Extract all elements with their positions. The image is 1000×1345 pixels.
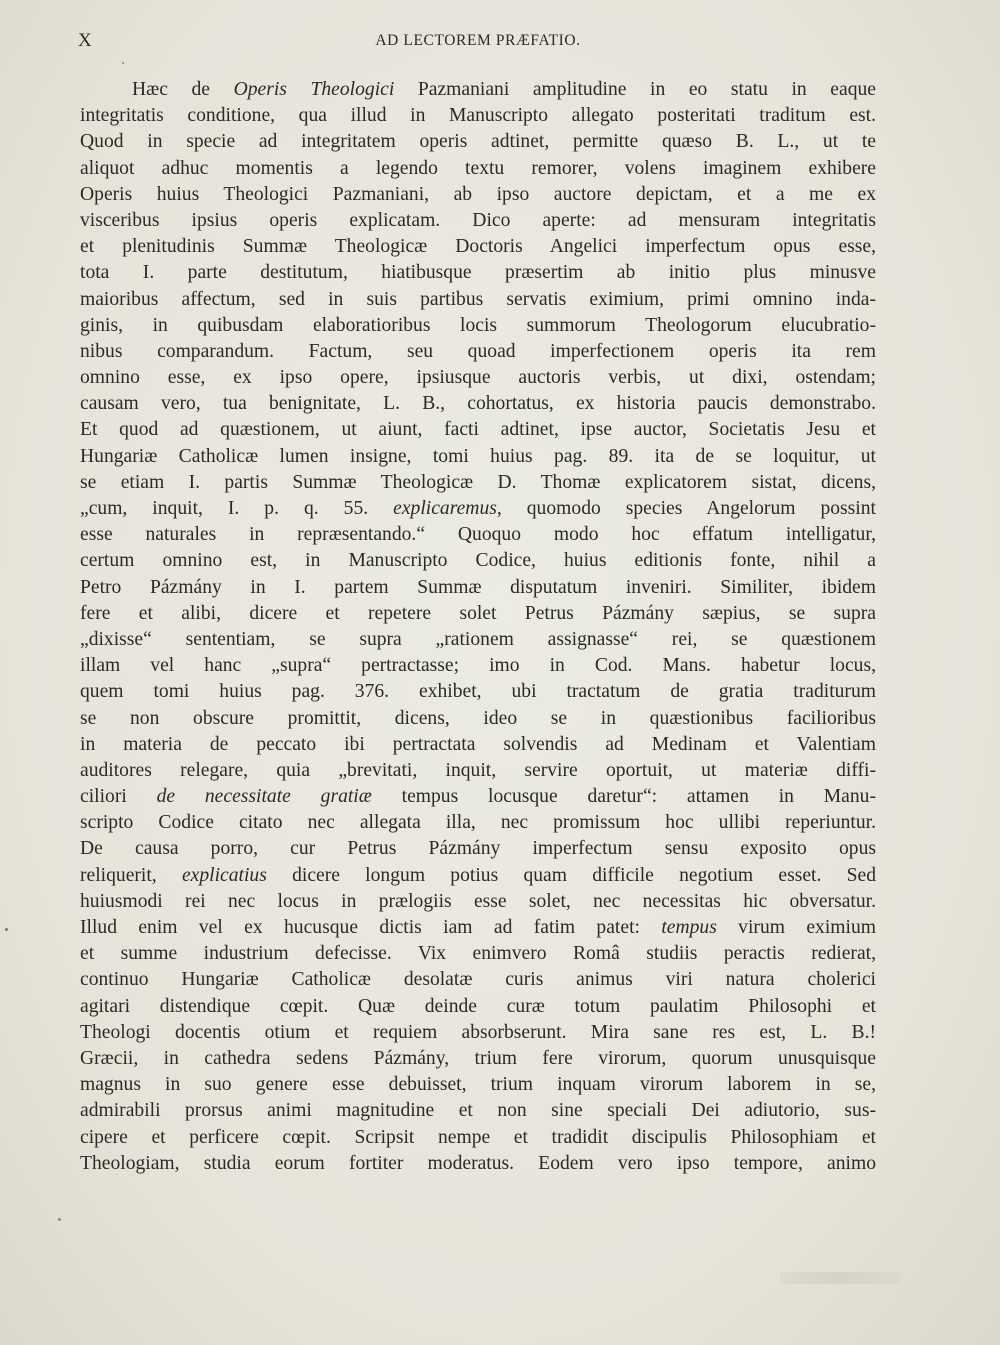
text-run: dicere longum potius quam difficile negotium esset. Sed <box>266 864 876 886</box>
text-run: scripto Codice citato nec allegata illa, nec promissum hoc ullibi reperiuntur. <box>80 812 876 834</box>
paper-speck <box>122 62 124 64</box>
text-run: Illud enim vel ex hucusque dictis iam ad fatim patet: <box>80 917 662 938</box>
text-run: et summe industrium defecisse. Vix enimvero Româ studiis peractis redierat, <box>80 943 876 965</box>
text-line <box>80 601 876 627</box>
text-run: visceribus ipsius operis explicatam. Dico aperte: ad mensuram integritatis <box>80 209 876 231</box>
text-line <box>80 889 876 915</box>
text-line <box>80 417 876 443</box>
text-line <box>80 575 876 601</box>
text-run: causam vero, tua benignitate, L. B., cohortatus, ex historia paucis demonstrabo. <box>80 393 876 415</box>
text-line <box>80 1072 876 1098</box>
italic-text: explicaremus, <box>393 498 502 519</box>
header-title: AD LECTOREM PRÆFATIO. <box>375 32 581 49</box>
text-line <box>80 627 876 653</box>
text-run: quomodo species Angelorum possint <box>501 498 876 519</box>
text-run: Hæc de <box>132 79 234 100</box>
text-line <box>80 967 876 993</box>
text-run: nibus comparandum. Factum, seu quoad imperfectionem operis ita rem <box>80 340 876 362</box>
text-line <box>80 208 876 234</box>
text-line <box>80 706 876 732</box>
text-line <box>80 548 876 574</box>
body-text <box>80 77 876 1177</box>
text-line <box>80 863 876 889</box>
text-line <box>80 182 876 208</box>
text-run: virum eximium <box>716 917 876 938</box>
text-run: huiusmodi rei nec locus in prælogiis esse solet, nec necessitas hic obversatur. <box>80 890 876 912</box>
text-run: tempus locusque daretur“: attamen in Manu- <box>371 786 876 808</box>
text-line <box>80 1125 876 1151</box>
text-run: maioribus affectum, sed in suis partibus servatis eximium, primi omnino inda- <box>80 288 876 310</box>
text-line <box>80 470 876 496</box>
text-line <box>80 994 876 1020</box>
text-run: De causa porro, cur Petrus Pázmány imperfectum sensu exposito opus <box>80 838 876 860</box>
text-line <box>80 1098 876 1124</box>
text-line <box>80 103 876 129</box>
text-line <box>80 365 876 391</box>
text-line <box>80 287 876 313</box>
text-run: „dixisse“ sententiam, se supra „rationem assignasse“ rei, se quæstionem <box>80 628 876 650</box>
text-run: magnus in suo genere esse debuisset, trium inquam virorum laborem in se, <box>80 1074 876 1096</box>
text-line <box>80 732 876 758</box>
text-run: in materia de peccato ibi pertractata solvendis ad Medinam et Valentiam <box>80 733 876 755</box>
text-run: Græcii, in cathedra sedens Pázmány, trium fere virorum, quorum unusquisque <box>80 1047 876 1069</box>
text-line <box>80 391 876 417</box>
text-run: cipere et perficere cœpit. Scripsit nempe et tradidit discipulis Philosophiam et <box>80 1126 876 1148</box>
text-run: ginis, in quibusdam elaboratioribus locis summorum Theologorum elucubratio- <box>80 314 876 336</box>
text-run: omnino esse, ex ipso opere, ipsiusque auctoris verbis, ut dixi, ostendam; <box>80 367 876 389</box>
text-run: Hungariæ Catholicæ lumen insigne, tomi huius pag. 89. ita de se loquitur, ut <box>80 445 876 467</box>
text-run: et plenitudinis Summæ Theologicæ Doctoris Angelici imperfectum opus esse, <box>80 236 876 258</box>
text-line <box>80 234 876 260</box>
paper-speck <box>58 1218 61 1221</box>
text-run: reliquerit, <box>80 864 182 886</box>
text-run: Operis huius Theologici Pazmaniani, ab ipso auctore depictam, et a me ex <box>80 183 876 205</box>
text-run: quem tomi huius pag. 376. exhibet, ubi tractatum de gratia traditurum <box>80 681 876 703</box>
text-line <box>80 313 876 339</box>
text-run: se non obscure promittit, dicens, ideo se in quæstionibus facilioribus <box>80 707 876 729</box>
text-run: agitari distendique cœpit. Quæ deinde curæ totum paulatim Philosophi et <box>80 995 876 1017</box>
text-line <box>80 679 876 705</box>
text-line <box>80 339 876 365</box>
text-run: ciliori <box>80 786 157 808</box>
text-run: illam vel hanc „supra“ pertractasse; imo in Cod. Mans. habetur locus, <box>80 655 876 677</box>
text-line <box>80 784 876 810</box>
text-run: „cum, inquit, I. p. q. 55. <box>80 498 394 519</box>
text-line <box>80 836 876 862</box>
text-run: integritatis conditione, qua illud in Manuscripto allegato posteritati traditum est. <box>80 105 876 127</box>
text-run: continuo Hungariæ Catholicæ desolatæ curis animus viri natura cholerici <box>80 969 876 991</box>
italic-text: Operis Theologici <box>233 79 395 100</box>
text-run: certum omnino est, in Manuscripto Codice, huius editionis fonte, nihil a <box>80 550 876 572</box>
text-line <box>80 156 876 182</box>
text-line <box>80 260 876 286</box>
text-line <box>80 653 876 679</box>
text-run: Pazmaniani amplitudine in eo statu in eaque <box>394 79 876 100</box>
text-run: admirabili prorsus animi magnitudine et non sine speciali Dei adiutorio, sus- <box>80 1100 876 1122</box>
italic-text: de necessitate gratiæ <box>156 786 372 808</box>
text-line <box>80 1151 876 1177</box>
text-run: Quod in specie ad integritatem operis adtinet, permitte quæso B. L., ut te <box>80 131 876 153</box>
text-run: fere et alibi, dicere et repetere solet Petrus Pázmány sæpius, se supra <box>80 602 876 624</box>
text-run: Theologi docentis otium et requiem absorbserunt. Mira sane res est, L. B.! <box>80 1021 876 1043</box>
show-through-print <box>780 1272 900 1284</box>
text-line <box>80 810 876 836</box>
text-run: aliquot adhuc momentis a legendo textu remorer, volens imaginem exhibere <box>80 157 876 179</box>
italic-text: explicatius <box>181 864 267 886</box>
text-line <box>80 129 876 155</box>
text-run: esse naturales in repræsentando.“ Quoquo modo hoc effatum intelligatur, <box>80 524 876 546</box>
text-line <box>80 522 876 548</box>
text-run: Petro Pázmány in I. partem Summæ disputatum inveniri. Similiter, ibidem <box>80 576 876 598</box>
page-number: X <box>78 30 93 51</box>
text-line <box>80 941 876 967</box>
text-run: auditores relegare, quia „brevitati, inquit, servire oportuit, ut materiæ diffi- <box>80 759 876 781</box>
text-run: tota I. parte destitutum, hiatibusque præsertim ab initio plus minusve <box>80 262 876 284</box>
text-run: se etiam I. partis Summæ Theologicæ D. Thomæ explicatorem sistat, dicens, <box>80 471 876 493</box>
text-line <box>80 444 876 470</box>
text-line <box>80 758 876 784</box>
text-run: Et quod ad quæstionem, ut aiunt, facti adtinet, ipse auctor, Societatis Jesu et <box>80 419 876 441</box>
text-line <box>80 77 876 103</box>
text-line <box>80 915 876 941</box>
running-head <box>78 30 878 54</box>
text-run: Theologiam, studia eorum fortiter moderatus. Eodem vero ipso tempore, animo <box>80 1152 876 1174</box>
text-line <box>80 1020 876 1046</box>
text-line <box>80 1046 876 1072</box>
paper-speck <box>5 928 8 931</box>
text-line <box>80 496 876 522</box>
italic-text: tempus <box>661 917 717 938</box>
